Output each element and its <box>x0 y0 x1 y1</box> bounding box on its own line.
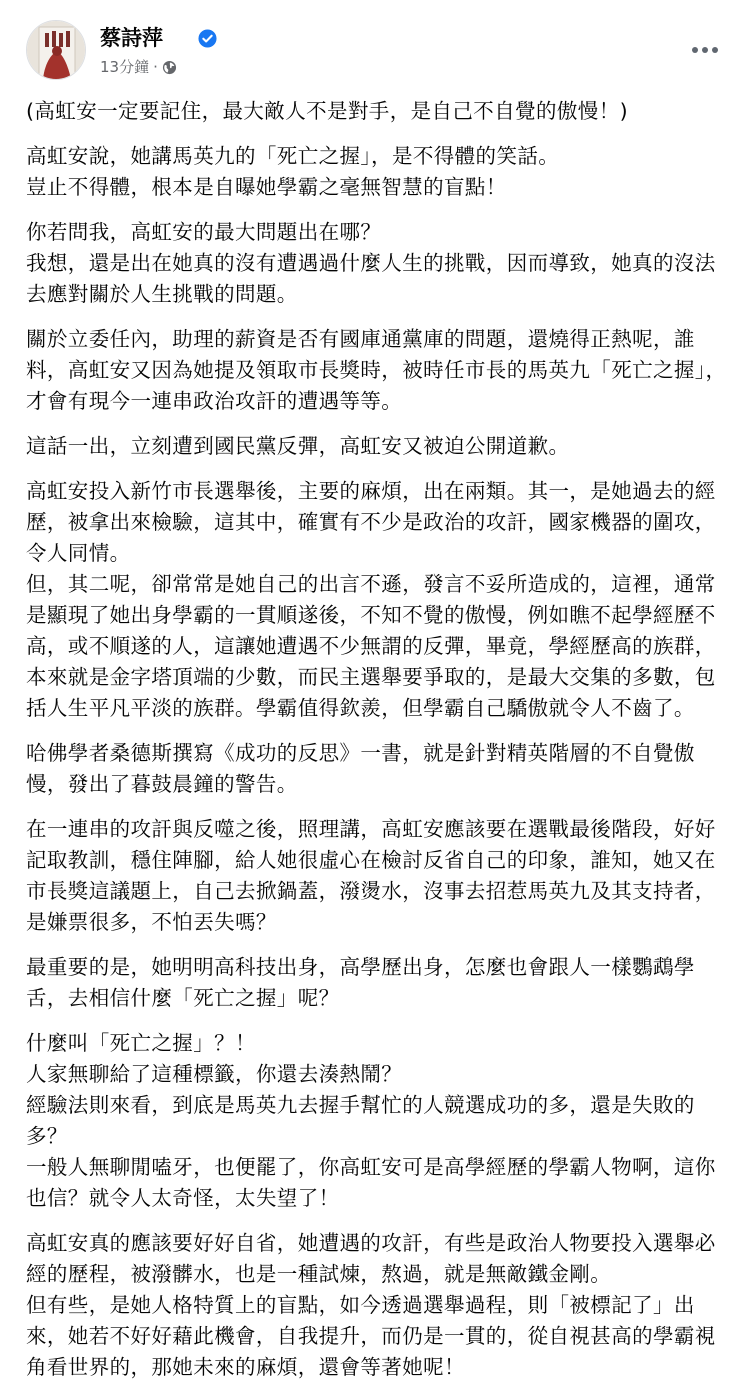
post-paragraph: 哈佛學者桑德斯撰寫《成功的反思》一書，就是針對精英階層的不自覺傲慢，發出了暮鼓晨鐘的警告。 <box>26 741 695 796</box>
post-body <box>26 96 728 1397</box>
book-cover-avatar-icon <box>27 21 86 80</box>
post-paragraph: 在一連串的攻訐與反噬之後，照理講，高虹安應該要在選戰最後階段，好好記取教訓，穩住陣腳，給人她很虛心在檢討反省自己的印象，誰知，她又在市長獎這議題上，自己去掀鍋蓋，潑燙水，沒事去招惹馬英九及其支持者，是嫌票很多，不怕丟失嗎？ <box>26 817 716 934</box>
post-paragraph: 最重要的是，她明明高科技出身，高學歷出身，怎麼也會跟人一樣鸚鵡學舌，去相信什麼「死亡之握」呢？ <box>26 955 695 1010</box>
verified-badge-icon <box>198 29 217 48</box>
meta-separator: · <box>153 58 158 76</box>
post-paragraph: 什麼叫「死亡之握」？！ 人家無聊給了這種標籤，你還去湊熱鬧？ 經驗法則來看，到底是馬英九去握手幫忙的人競選成功的多，還是失敗的多？ 一般人無聊閒嗑牙，也便罷了，你高虹安可是高學經歷的學霸人物啊，這你也信？就令人太奇怪，太失望了！ <box>26 1031 716 1210</box>
post-paragraph: 高虹安投入新竹市長選舉後，主要的麻煩，出在兩類。其一，是她過去的經歷，被拿出來檢驗，這其中，確實有不少是政治的攻訐，國家機器的圍攻，令人同情。 但，其二呢，卻常常是她自己的出言不遜，發言不妥所造成的，這裡，通常是顯現了她出身學霸的一貫順遂後，不知不覺的傲慢，例如瞧不起學經歷不高，或不順遂的人，這讓她遭遇不少無謂的反彈，畢竟，學經歷高的族群，本來就是金字塔頂端的少數，而民主選舉要爭取的，是最大交集的多數，包括人生平凡平淡的族群。學霸值得欽羨，但學霸自己驕傲就令人不齒了。 <box>26 479 716 720</box>
post-meta <box>100 56 177 78</box>
post-paragraph: 高虹安說，她講馬英九的「死亡之握」，是不得體的笑話。 豈止不得體，根本是自曝她學霸之毫無智慧的盲點！ <box>26 144 560 199</box>
post-paragraph: 高虹安真的應該要好好自省，她遭遇的攻訐，有些是政治人物要投入選舉必經的歷程，被潑髒水，也是一種試煉，熬過，就是無敵鐵金剛。 但有些，是她人格特質上的盲點，如今透過選舉過程，則「被標記了」出來，她若不好好藉此機會，自我提升，而仍是一貫的，從自視甚高的學霸視角看世界的，那她未來的麻煩，還會等著她呢！ <box>26 1231 716 1379</box>
more-options-icon[interactable] <box>688 40 722 60</box>
author-name[interactable]: 蔡詩萍 <box>100 26 163 50</box>
author-avatar[interactable] <box>26 20 86 80</box>
post-timestamp[interactable]: 13分鐘 <box>100 58 150 76</box>
post-paragraph: 你若問我，高虹安的最大問題出在哪？ 我想，還是出在她真的沒有遭遇過什麼人生的挑戰，因而導致，她真的沒法去應對關於人生挑戰的問題。 <box>26 220 716 306</box>
globe-icon[interactable] <box>162 60 177 75</box>
post-paragraph: 關於立委任內，助理的薪資是否有國庫通黨庫的問題，還燒得正熱呢，誰料，高虹安又因為她提及領取市長獎時，被時任市長的馬英九「死亡之握」，才會有現今一連串政治攻訐的遭遇等等。 <box>26 327 727 413</box>
post-header <box>26 20 726 82</box>
post-paragraph: (高虹安一定要記住，最大敵人不是對手，是自己不自覺的傲慢！) <box>26 99 628 123</box>
post-paragraph: 這話一出，立刻遭到國民黨反彈，高虹安又被迫公開道歉。 <box>26 434 570 458</box>
